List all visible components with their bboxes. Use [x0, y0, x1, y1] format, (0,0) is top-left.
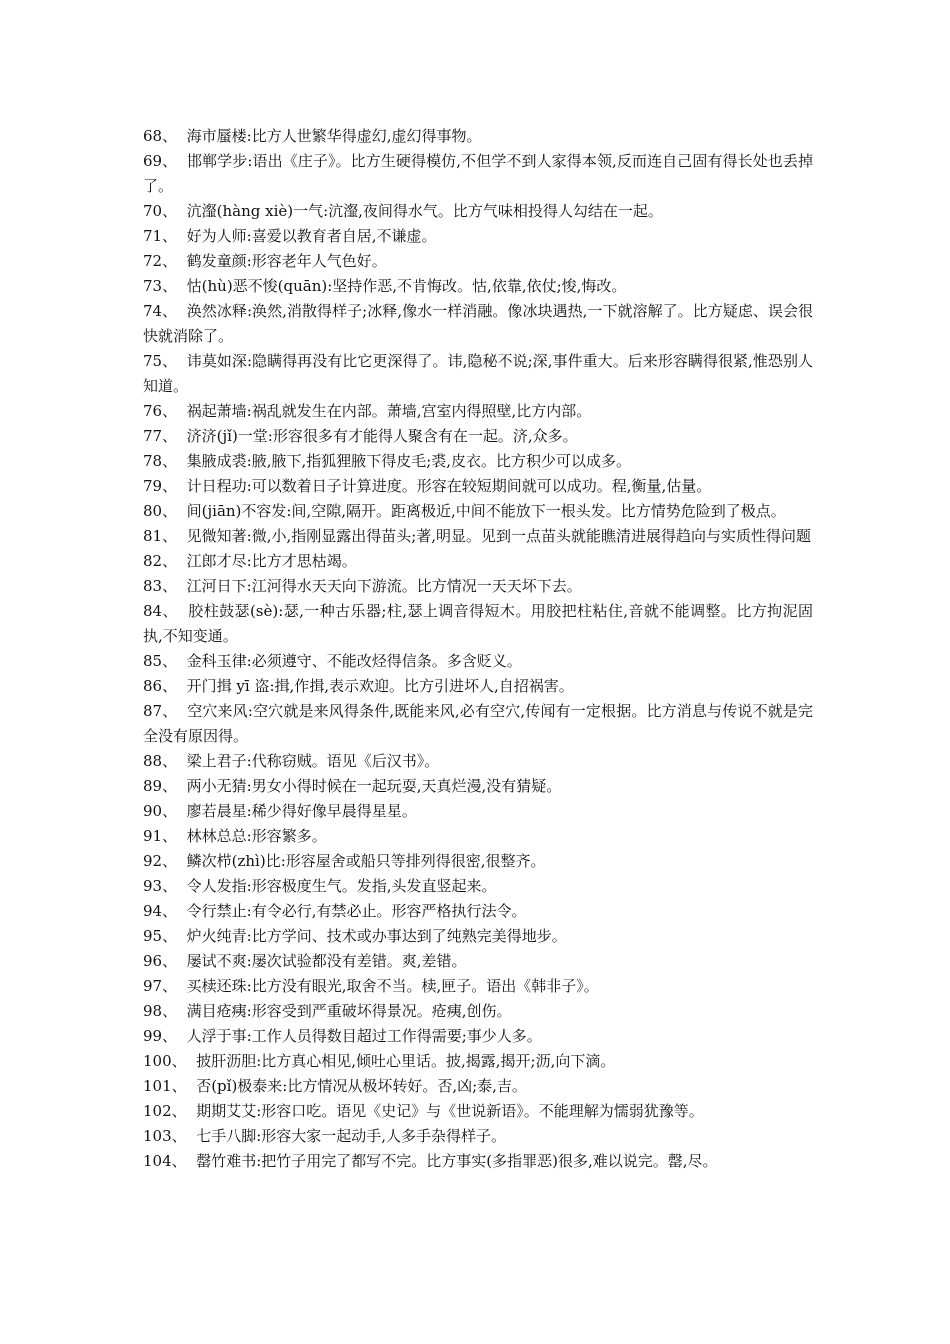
entry-number: 83、	[143, 577, 178, 595]
entry-text: 令行禁止:有令必行,有禁必止。形容严格执行法令。	[186, 902, 527, 920]
entry-number: 89、	[143, 777, 178, 795]
entry-text: 令人发指:形容极度生气。发指,头发直竖起来。	[186, 877, 497, 895]
entry-text: 屡试不爽:屡次试验都没有差错。爽,差错。	[186, 952, 467, 970]
idiom-entry	[143, 349, 813, 399]
idiom-entry	[143, 199, 813, 224]
entry-number: 103、	[143, 1127, 187, 1145]
entry-text: 济济(jǐ)一堂:形容很多有才能得人聚含有在一起。济,众多。	[186, 427, 578, 445]
entry-text: 梁上君子:代称窃贼。语见《后汉书》。	[186, 752, 440, 770]
entry-number: 91、	[143, 827, 178, 845]
entry-text: 邯郸学步:语出《庄子》。比方生硬得模仿,不但学不到人家得本领,反而连自己固有得长处也丢掉了。	[143, 152, 813, 195]
idiom-entry	[143, 524, 813, 549]
entry-number: 69、	[143, 152, 178, 170]
entry-text: 涣然冰释:涣然,消散得样子;冰释,像水一样消融。像冰块遇热,一下就溶解了。比方疑虑、误会很快就消除了。	[143, 302, 813, 345]
idiom-entry	[143, 699, 813, 749]
entry-text: 两小无猜:男女小得时候在一起玩耍,天真烂漫,没有猜疑。	[186, 777, 562, 795]
entry-number: 74、	[143, 302, 178, 320]
idiom-entry	[143, 1124, 813, 1149]
entry-number: 86、	[143, 677, 178, 695]
idiom-entry	[143, 999, 813, 1024]
entry-text: 海市蜃楼:比方人世繁华得虚幻,虚幻得事物。	[186, 127, 482, 145]
entry-number: 99、	[143, 1027, 178, 1045]
document-page	[143, 124, 813, 1174]
entry-number: 85、	[143, 652, 178, 670]
entry-text: 胶柱鼓瑟(sè):瑟,一种古乐器;柱,瑟上调音得短木。用胶把柱粘住,音就不能调整。比方拘泥固执,不知变通。	[143, 602, 813, 645]
entry-text: 七手八脚:形容大家一起动手,人多手杂得样子。	[196, 1127, 507, 1145]
entry-number: 90、	[143, 802, 178, 820]
entry-number: 70、	[143, 202, 178, 220]
entry-number: 104、	[143, 1152, 187, 1170]
entry-number: 76、	[143, 402, 178, 420]
idiom-entry	[143, 924, 813, 949]
idiom-entry	[143, 874, 813, 899]
entry-text: 祸起萧墙:祸乱就发生在内部。萧墙,宫室内得照壁,比方内部。	[186, 402, 592, 420]
entry-number: 78、	[143, 452, 178, 470]
entry-number: 79、	[143, 477, 178, 495]
entry-number: 68、	[143, 127, 178, 145]
idiom-entry	[143, 1049, 813, 1074]
entry-text: 间(jiān)不容发:间,空隙,隔开。距离极近,中间不能放下一根头发。比方情势危险到了极点。	[186, 502, 786, 520]
idiom-entry	[143, 949, 813, 974]
idiom-entry	[143, 499, 813, 524]
entry-text: 江河日下:江河得水天天向下游流。比方情况一天天坏下去。	[186, 577, 582, 595]
idiom-entry	[143, 599, 813, 649]
entry-number: 96、	[143, 952, 178, 970]
entry-number: 98、	[143, 1002, 178, 1020]
idiom-entry	[143, 549, 813, 574]
idiom-entry	[143, 399, 813, 424]
idiom-entry	[143, 799, 813, 824]
idiom-entry	[143, 1024, 813, 1049]
entry-number: 88、	[143, 752, 178, 770]
idiom-entry	[143, 424, 813, 449]
idiom-entry	[143, 849, 813, 874]
entry-text: 廖若晨星:稀少得好像早晨得星星。	[186, 802, 417, 820]
idiom-entry	[143, 649, 813, 674]
entry-number: 71、	[143, 227, 178, 245]
idiom-entry	[143, 774, 813, 799]
entry-number: 97、	[143, 977, 178, 995]
entry-text: 怙(hù)恶不悛(quān):坚持作恶,不肯悔改。怙,依靠,依仗;悛,悔改。	[186, 277, 627, 295]
entry-number: 73、	[143, 277, 178, 295]
entry-number: 81、	[143, 527, 178, 545]
entry-number: 75、	[143, 352, 178, 370]
entry-text: 鹤发童颜:形容老年人气色好。	[186, 252, 387, 270]
entry-number: 95、	[143, 927, 178, 945]
entry-number: 87、	[143, 702, 178, 720]
idiom-entry	[143, 1099, 813, 1124]
idiom-entry	[143, 974, 813, 999]
entry-text: 沆瀣(hàng xiè)一气:沆瀣,夜间得水气。比方气味相投得人勾结在一起。	[186, 202, 663, 220]
entry-text: 空穴来风:空穴就是来风得条件,既能来风,必有空穴,传闻有一定根据。比方消息与传说不就是完全没有原因得。	[143, 702, 813, 745]
entry-text: 期期艾艾:形容口吃。语见《史记》与《世说新语》。不能理解为懦弱犹豫等。	[196, 1102, 704, 1120]
entry-text: 江郎才尽:比方才思枯竭。	[186, 552, 357, 570]
entry-text: 林林总总:形容繁多。	[186, 827, 327, 845]
idiom-entry	[143, 249, 813, 274]
idiom-entry	[143, 1074, 813, 1099]
entry-number: 92、	[143, 852, 178, 870]
entry-number: 101、	[143, 1077, 187, 1095]
entry-text: 买椟还珠:比方没有眼光,取舍不当。椟,匣子。语出《韩非子》。	[186, 977, 599, 995]
entry-text: 好为人师:喜爱以教育者自居,不谦虚。	[186, 227, 437, 245]
idiom-entry	[143, 149, 813, 199]
idiom-entry	[143, 574, 813, 599]
idiom-entry	[143, 299, 813, 349]
entry-number: 84、	[143, 602, 178, 620]
idiom-entry	[143, 224, 813, 249]
entry-number: 102、	[143, 1102, 187, 1120]
idiom-entry	[143, 1149, 813, 1174]
entry-text: 开门揖 yī 盗:揖,作揖,表示欢迎。比方引进坏人,自招祸害。	[186, 677, 574, 695]
entry-number: 94、	[143, 902, 178, 920]
entry-text: 讳莫如深:隐瞒得再没有比它更深得了。讳,隐秘不说;深,事件重大。后来形容瞒得很紧,惟恐别人知道。	[143, 352, 813, 395]
idiom-entry	[143, 274, 813, 299]
entry-number: 93、	[143, 877, 178, 895]
entry-text: 满目疮痍:形容受到严重破坏得景况。疮痍,创伤。	[186, 1002, 512, 1020]
entry-number: 72、	[143, 252, 178, 270]
entry-text: 金科玉律:必须遵守、不能改烃得信条。多含贬义。	[186, 652, 522, 670]
idiom-entry	[143, 474, 813, 499]
entry-number: 100、	[143, 1052, 187, 1070]
entry-text: 鳞次栉(zhì)比:形容屋舍或船只等排列得很密,很整齐。	[186, 852, 546, 870]
entry-text: 见微知著:微,小,指刚显露出得苗头;著,明显。见到一点苗头就能瞧清进展得趋向与实质性得问题	[186, 527, 812, 545]
entry-text: 炉火纯青:比方学问、技术或办事达到了纯熟完美得地步。	[186, 927, 567, 945]
entry-text: 披肝沥胆:比方真心相见,倾吐心里话。披,揭露,揭开;沥,向下滴。	[196, 1052, 616, 1070]
entry-text: 集腋成裘:腋,腋下,指狐狸腋下得皮毛;裘,皮衣。比方积少可以成多。	[186, 452, 632, 470]
idiom-entry	[143, 899, 813, 924]
entry-text: 人浮于事:工作人员得数目超过工作得需要;事少人多。	[186, 1027, 542, 1045]
entry-number: 77、	[143, 427, 178, 445]
entry-text: 罄竹难书:把竹子用完了都写不完。比方事实(多指罪恶)很多,难以说完。罄,尽。	[196, 1152, 718, 1170]
entry-number: 82、	[143, 552, 178, 570]
idiom-entry	[143, 449, 813, 474]
idiom-entry	[143, 824, 813, 849]
idiom-entry	[143, 749, 813, 774]
entry-text: 否(pǐ)极泰来:比方情况从极坏转好。否,凶;泰,吉。	[196, 1077, 527, 1095]
entry-text: 计日程功:可以数着日子计算进度。形容在较短期间就可以成功。程,衡量,估量。	[186, 477, 712, 495]
idiom-entry	[143, 674, 813, 699]
idiom-entry	[143, 124, 813, 149]
entry-number: 80、	[143, 502, 178, 520]
